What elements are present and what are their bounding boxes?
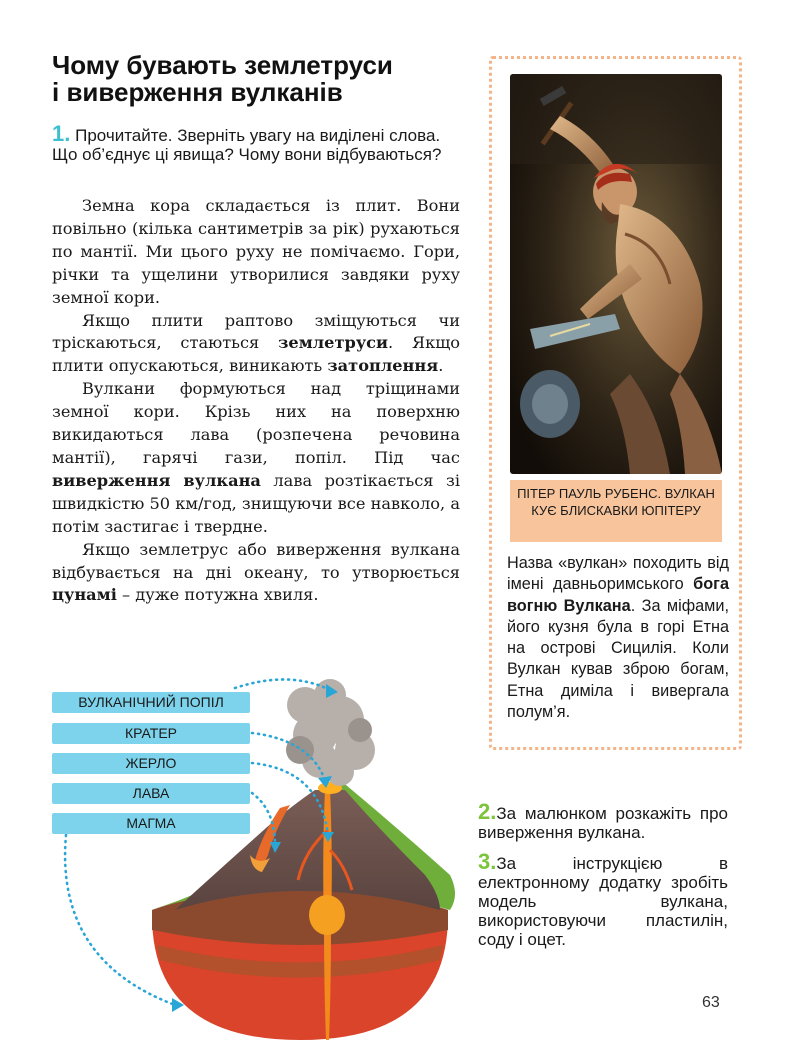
page-title bbox=[52, 52, 452, 106]
label-volcanic-ash: ВУЛКАНІЧНИЙ ПОПІЛ bbox=[52, 692, 250, 713]
paragraph-2-text-d: . bbox=[438, 356, 444, 376]
keyword-fire-god: бога вогню Вулкана bbox=[507, 575, 729, 615]
task-2-text: За малюнком розкажіть про виверження вулкана. bbox=[478, 804, 728, 842]
label-lava: ЛАВА bbox=[52, 783, 250, 804]
paragraph-4-text-c: – дуже потужна хвиля. bbox=[116, 585, 319, 605]
task-2-number: 2. bbox=[478, 799, 497, 824]
paragraph-3-text-c: лава розтікається зі швидкістю 50 км/год, знищуючи все навколо, а потім застигає і твердне. bbox=[52, 470, 460, 536]
paragraph-4 bbox=[52, 539, 460, 608]
keyword-eruption: виверження вулкана bbox=[52, 470, 261, 490]
page-title-line-1: Чому бувають землетруси bbox=[52, 50, 393, 80]
page-number: 63 bbox=[702, 994, 720, 1011]
task-3-text: За інструкцією в електронному додатку зробіть модель вулкана, використовуючи пластилін, соду і оцет. bbox=[478, 854, 728, 949]
volcano-diagram bbox=[0, 660, 480, 1040]
volcano-illustration bbox=[0, 660, 480, 1040]
paragraph-1: Земна кора складається із плит. Вони повільно (кілька сантиметрів за рік) рухаються по мантії. Ми цього руху не помічаємо. Гори, річки та ущелини утворилися завдяки руху земної кори. bbox=[52, 196, 460, 307]
rubens-painting-image bbox=[510, 74, 722, 474]
main-article bbox=[52, 195, 460, 607]
task-1 bbox=[52, 121, 452, 164]
label-magma: МАГМА bbox=[52, 813, 250, 834]
task-3 bbox=[478, 849, 728, 949]
painting-illustration bbox=[510, 74, 722, 474]
keyword-earthquakes: землетруси bbox=[278, 333, 389, 353]
paragraph-2-text-a: Якщо плити раптово зміщуються чи тріскаються, стаються bbox=[52, 310, 460, 353]
sidebar-text-a: Назва «вулкан» походить від імені давньоримського bbox=[507, 554, 729, 594]
magma-chamber bbox=[309, 895, 345, 935]
sidebar-text bbox=[507, 553, 729, 723]
keyword-tsunami: цунамі bbox=[52, 585, 117, 605]
paragraph-3-text-a: Вулкани формуються над тріщинами земної кори. Крізь них на поверхню викидаються лава (розпечена речовина мантії), гарячі гази, попіл. Під час bbox=[52, 379, 460, 467]
page-title-line-2: і виверження вулканів bbox=[52, 77, 343, 107]
sidebar-text-c: . За міфами, його кузня була в горі Етна на острові Сицилія. Коли Вулкан кував зброю богам, Етна диміла і вивергала полум’я. bbox=[507, 596, 729, 722]
paragraph-2 bbox=[52, 310, 460, 379]
paragraph-3 bbox=[52, 378, 460, 538]
task-2 bbox=[478, 799, 728, 842]
label-crater: КРАТЕР bbox=[52, 723, 250, 744]
keyword-floods: затоплення bbox=[327, 356, 439, 376]
label-vent: ЖЕРЛО bbox=[52, 753, 250, 774]
task-3-number: 3. bbox=[478, 849, 497, 874]
painting-caption: ПІТЕР ПАУЛЬ РУБЕНС. ВУЛКАН КУЄ БЛИСКАВКИ ЮПІТЕРУ bbox=[510, 480, 722, 542]
paragraph-2-text-c: . Якщо плити опускаються, виникають bbox=[52, 333, 460, 376]
task-1-text: Прочитайте. Зверніть увагу на виділені слова. Що об’єднує ці явища? Чому вони відбуваються? bbox=[52, 126, 442, 164]
paragraph-4-text-a: Якщо землетрус або виверження вулкана відбувається на дні океану, то утворюється bbox=[52, 539, 460, 582]
task-1-number: 1. bbox=[52, 121, 71, 146]
